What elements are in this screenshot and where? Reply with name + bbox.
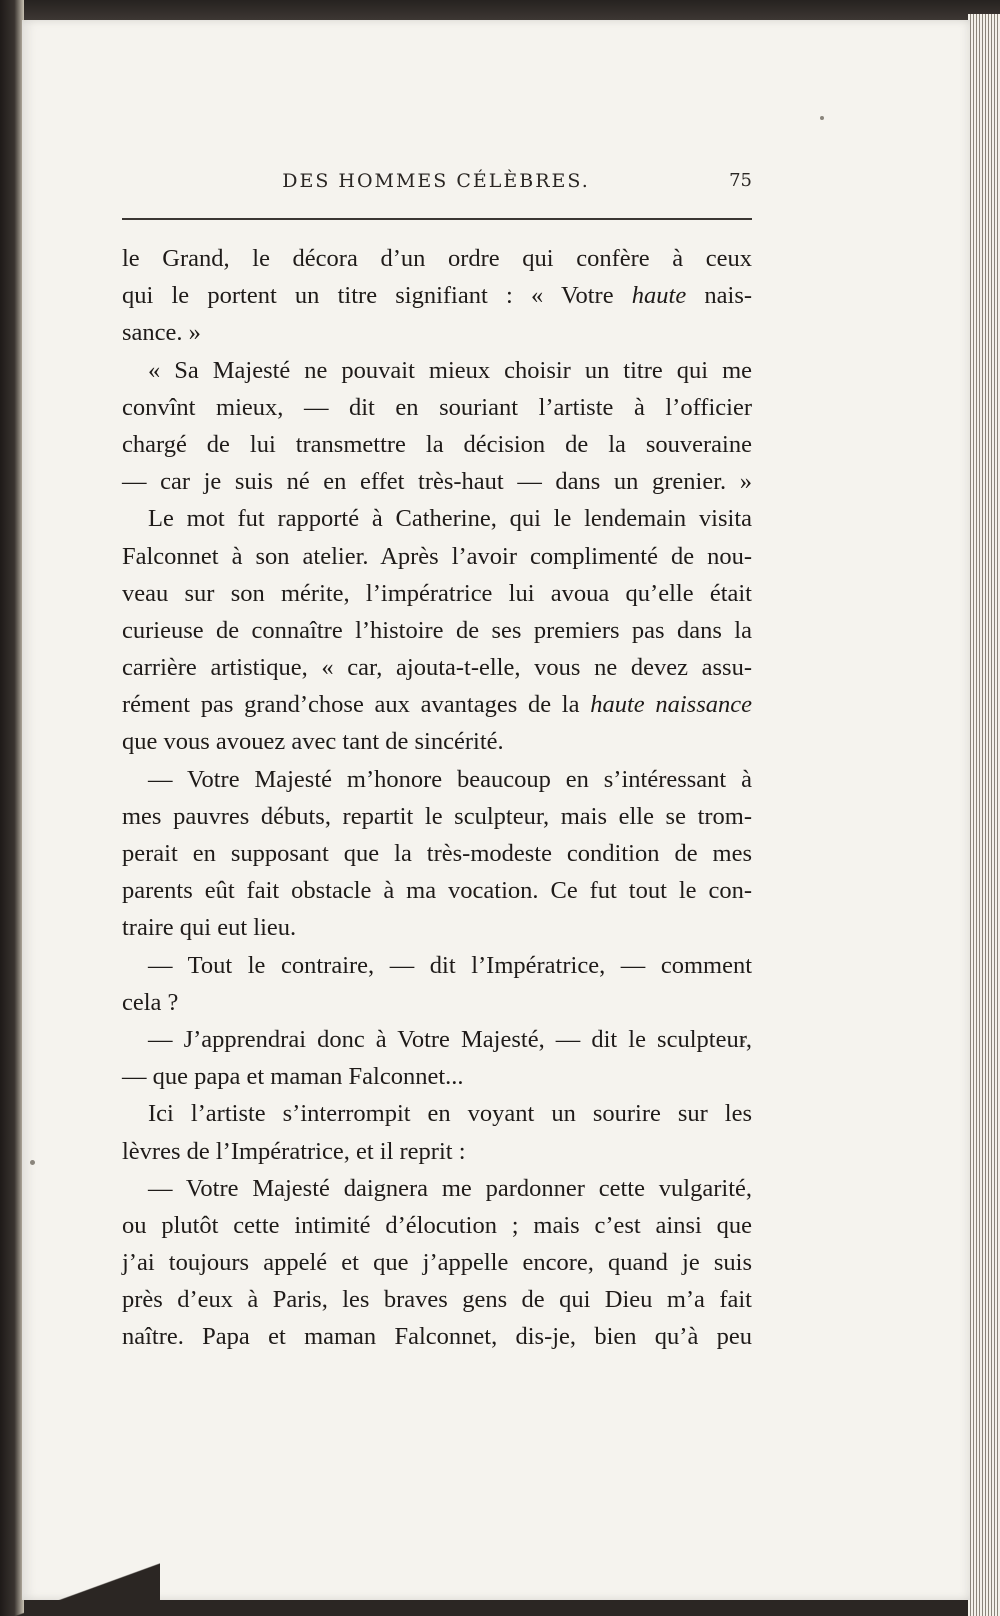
italic-phrase: haute naissance xyxy=(590,691,752,719)
text-line: lèvres de l’Impératrice, et il reprit : xyxy=(122,1137,466,1165)
text-line: près d’eux à Paris, les braves gens de qui Dieu m’a fait xyxy=(122,1286,752,1314)
text-line: mes pauvres débuts, repartit le sculpteur, mais elle se trom- xyxy=(122,802,752,830)
page-edges-right xyxy=(968,14,1000,1616)
text-line: chargé de lui transmettre la décision de la souveraine xyxy=(122,430,752,458)
text-line: rément pas grand’chose aux avantages de la haute naissance xyxy=(122,691,752,719)
text-line: — Votre Majesté m’honore beaucoup en s’intéressant à xyxy=(148,765,752,793)
text-line: le Grand, le décora d’un ordre qui confère à ceux xyxy=(122,245,752,272)
header-rule xyxy=(122,218,752,220)
italic-phrase: haute xyxy=(631,282,687,310)
text-line: curieuse de connaître l’histoire de ses premiers pas dans la xyxy=(122,616,752,644)
text-line: — Tout le contraire, — dit l’Impératrice, — comment xyxy=(148,951,752,979)
book-binding-top xyxy=(0,0,1000,20)
page-number: 75 xyxy=(729,170,752,191)
body-text xyxy=(122,240,752,1356)
text-line: — J’apprendrai donc à Votre Majesté, — dit le sculpteur, xyxy=(148,1025,752,1053)
text-line: — car je suis né en effet très-haut — dans un grenier. » xyxy=(122,468,752,496)
book-binding-left xyxy=(0,0,24,1616)
text-line: traire qui eut lieu. xyxy=(122,914,297,942)
text-line: convînt mieux, — dit en souriant l’artiste à l’officier xyxy=(122,393,752,421)
text-line: carrière artistique, « car, ajouta-t-elle, vous ne devez assu- xyxy=(122,654,752,682)
text-line: Falconnet à son atelier. Après l’avoir complimenté de nou- xyxy=(122,542,752,570)
running-head: DES HOMMES CÉLÈBRES. xyxy=(282,170,590,192)
text-line: — que papa et maman Falconnet... xyxy=(122,1063,464,1091)
text-line: ou plutôt cette intimité d’élocution ; mais c’est ainsi que xyxy=(122,1211,752,1239)
text-line: qui le portent un titre signifiant : « Votre haute nais- xyxy=(122,282,753,310)
paper-speck xyxy=(820,116,824,120)
text-line: parents eût fait obstacle à ma vocation. Ce fut tout le con- xyxy=(122,877,752,905)
page-header xyxy=(120,170,752,200)
page-corner-shadow xyxy=(0,1556,160,1616)
text-line: sance. » xyxy=(122,319,201,347)
text-line: Ici l’artiste s’interrompit en voyant un sourire sur les xyxy=(148,1100,752,1128)
text-line: Le mot fut rapporté à Catherine, qui le lendemain visita xyxy=(148,505,752,533)
text-line: j’ai toujours appelé et que j’appelle encore, quand je suis xyxy=(122,1249,752,1277)
text-line: — Votre Majesté daignera me pardonner cette vulgarité, xyxy=(148,1174,752,1202)
text-line: perait en supposant que la très-modeste condition de mes xyxy=(122,840,752,867)
text-line: naître. Papa et maman Falconnet, dis-je, bien qu’à peu xyxy=(122,1323,752,1351)
text-line: que vous avouez avec tant de sincérité. xyxy=(122,728,504,756)
text-line: cela ? xyxy=(122,988,179,1016)
paper-speck xyxy=(30,1160,35,1165)
text-line: « Sa Majesté ne pouvait mieux choisir un titre qui me xyxy=(148,356,752,384)
text-line: veau sur son mérite, l’impératrice lui avoua qu’elle était xyxy=(122,579,752,607)
